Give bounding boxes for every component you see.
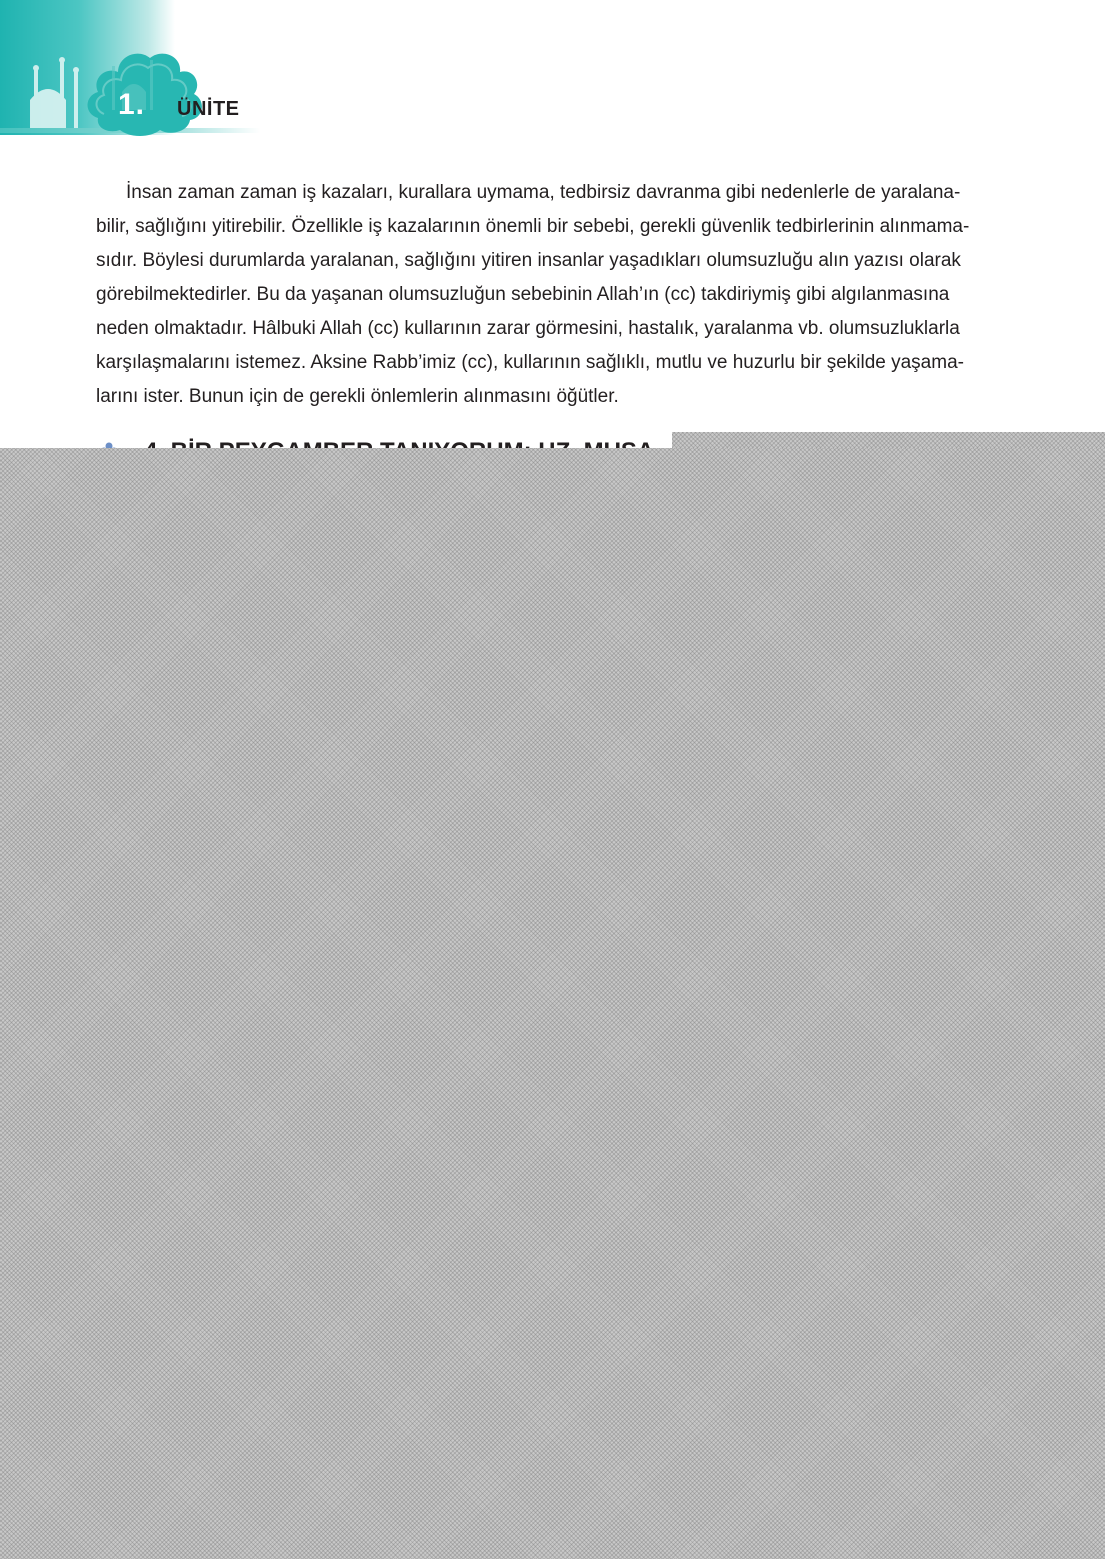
paragraph-line: görebilmektedirler. Bu da yaşanan olumsuzluğun sebebinin Allah’ın (cc) takdiriymiş gibi algılanmasına <box>96 284 950 305</box>
paragraph-line: neden olmaktadır. Hâlbuki Allah (cc) kullarının zarar görmesini, hastalık, yaralanma vb. olumsuzluklarla <box>96 318 960 339</box>
paragraph-line: larını ister. Bunun için de gerekli önlemlerin alınmasını öğütler. <box>96 386 619 407</box>
redacted-region <box>0 448 1105 1559</box>
paragraph-line: bilir, sağlığını yitirebilir. Özellikle iş kazalarının önemli bir sebebi, gerekli güvenlik tedbirlerinin alınmama- <box>96 216 970 237</box>
paragraph-line: sıdır. Böylesi durumlarda yaralanan, sağlığını yitiren insanlar yaşadıkları olumsuzluğu alın yazısı olarak <box>96 250 961 271</box>
redacted-region-top <box>672 432 1105 448</box>
paragraph-line: İnsan zaman zaman iş kazaları, kurallara uymama, tedbirsiz davranma gibi nedenlerle de yaralana- <box>126 182 961 203</box>
unit-number: 1. <box>118 88 146 121</box>
unit-label: ÜNİTE <box>177 98 240 120</box>
paragraph-line: karşılaşmalarını istemez. Aksine Rabb’imiz (cc), kullarının sağlıklı, mutlu ve huzurlu bir şekilde yaşama- <box>96 352 964 373</box>
body-paragraph <box>96 176 1003 414</box>
